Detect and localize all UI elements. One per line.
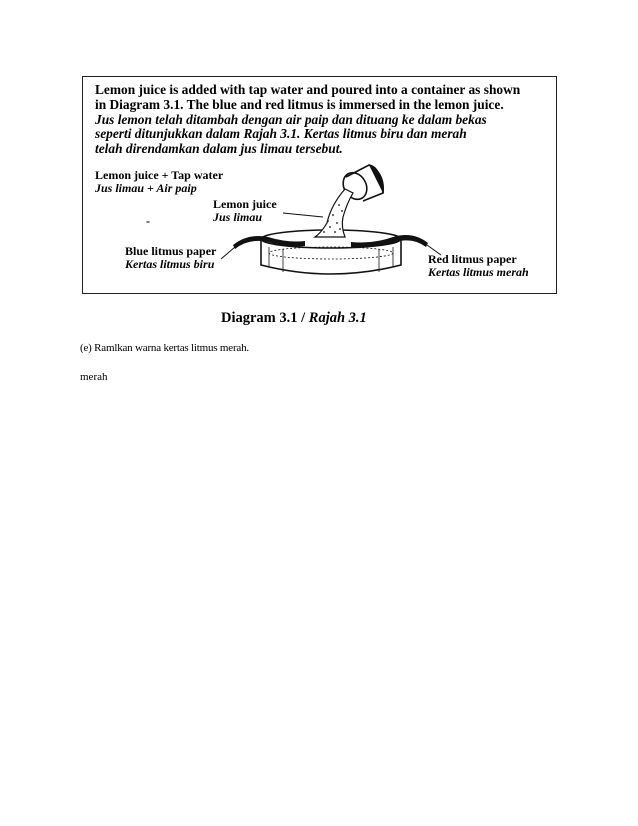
leader-line-juice bbox=[283, 213, 323, 217]
diagram-figure bbox=[82, 76, 557, 294]
label-ms: Jus limau + Air paip bbox=[95, 181, 197, 195]
label-red-litmus-paper bbox=[428, 253, 529, 279]
answer-text: merah bbox=[80, 371, 108, 383]
label-en: Blue litmus paper bbox=[125, 244, 217, 258]
intro-en-line: Lemon juice is added with tap water and poured into a container as shown bbox=[95, 82, 521, 97]
caption-en: Diagram 3.1 / bbox=[221, 310, 309, 326]
label-en: Lemon juice + Tap water bbox=[95, 168, 224, 182]
label-ms: Jus limau bbox=[213, 210, 263, 224]
label-en: Lemon juice bbox=[213, 197, 277, 211]
label-lemon-juice bbox=[213, 198, 277, 224]
label-ms: Kertas litmus merah bbox=[428, 265, 529, 279]
intro-ms-line: seperti ditunjukkan dalam Rajah 3.1. Kertas litmus biru dan merah bbox=[95, 126, 467, 142]
intro-ms-line: Jus lemon telah ditambah dengan air paip dan dituang ke dalam bekas bbox=[95, 111, 487, 127]
diagram-caption bbox=[221, 310, 367, 327]
caption-ms: Rajah 3.1 bbox=[308, 310, 367, 326]
label-lemon-juice-tap-water bbox=[95, 169, 223, 195]
label-blue-litmus-paper bbox=[125, 245, 216, 271]
red-litmus-paper bbox=[351, 235, 428, 247]
stray-mark: - bbox=[146, 214, 150, 228]
leader-line-blue bbox=[221, 247, 235, 259]
label-ms: Kertas litmus biru bbox=[125, 257, 215, 271]
figure-intro-text bbox=[95, 83, 550, 157]
intro-ms-line: telah direndamkan dalam jus limau tersebut. bbox=[95, 141, 343, 157]
label-en: Red litmus paper bbox=[428, 252, 517, 266]
intro-en-line: in Diagram 3.1. The blue and red litmus is immersed in the lemon juice. bbox=[95, 96, 504, 112]
question-text: (e) Ramlkan warna kertas litmus merah. bbox=[80, 342, 249, 354]
